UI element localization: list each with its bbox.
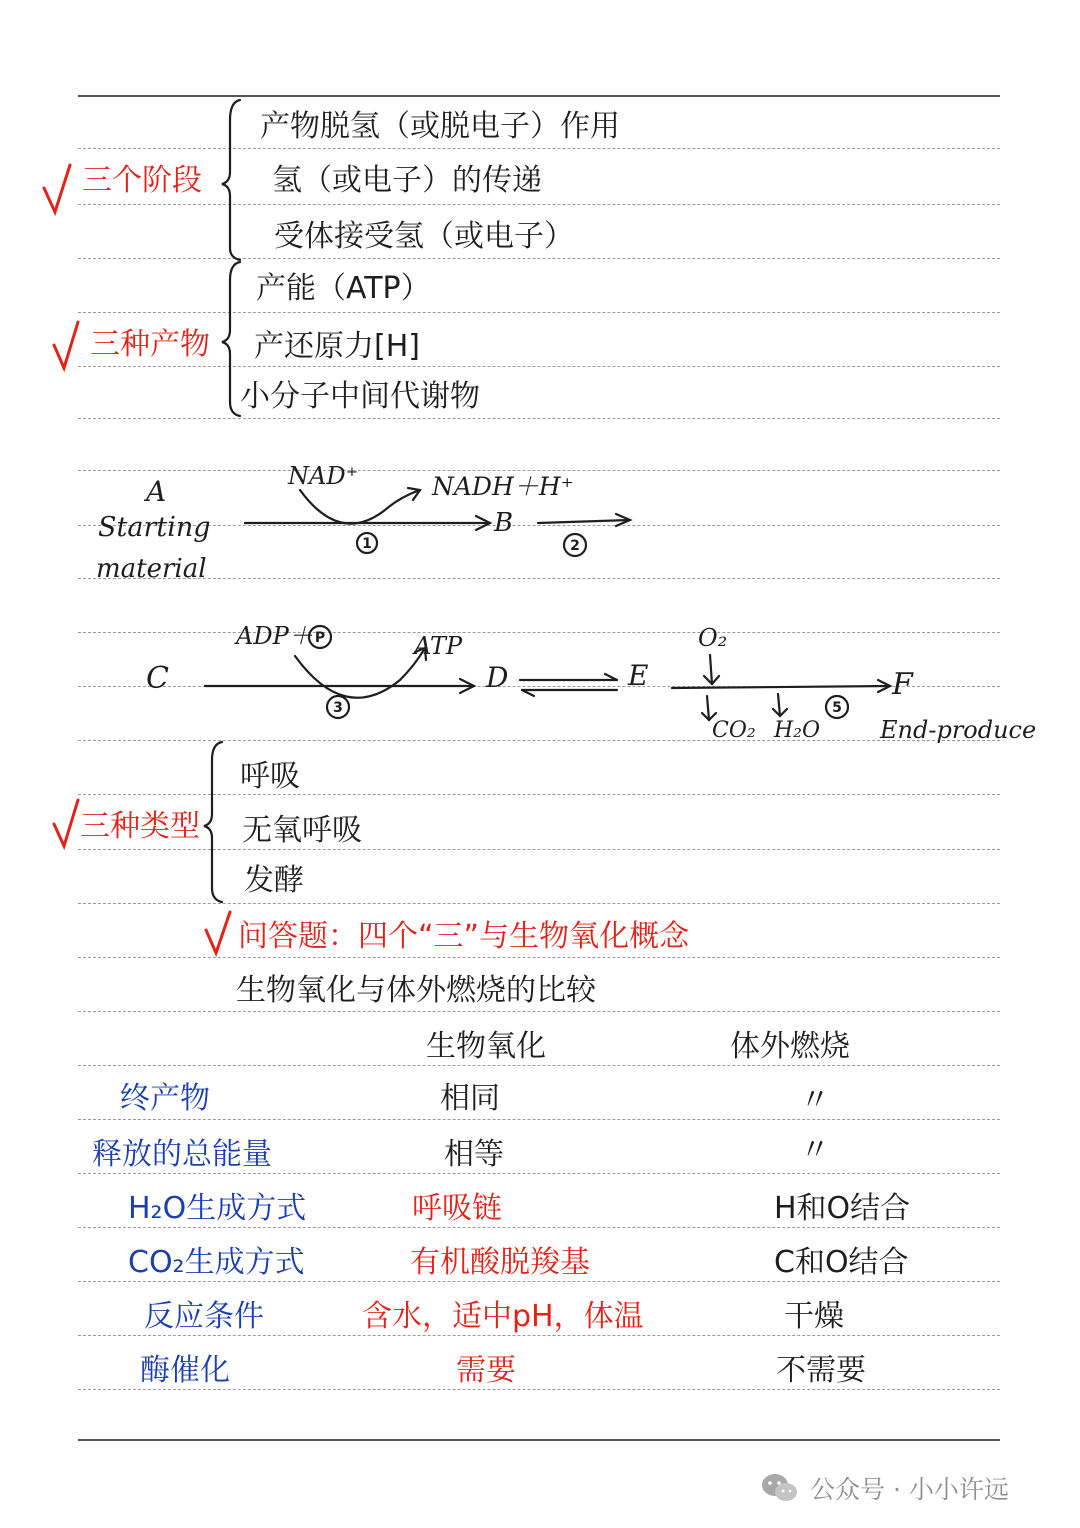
atp-label: ATP bbox=[414, 632, 463, 660]
checkmark-icon bbox=[54, 800, 78, 846]
node-e: E bbox=[628, 659, 649, 692]
phosphate-label: P bbox=[314, 630, 326, 646]
row-out-value: 〃 bbox=[800, 1133, 830, 1168]
node-f: F bbox=[892, 667, 913, 702]
row-label: 释放的总能量 bbox=[92, 1137, 272, 1172]
row-out-value: 〃 bbox=[800, 1083, 830, 1118]
step-number: 2 bbox=[570, 538, 580, 554]
checkmark-icon bbox=[206, 912, 230, 953]
product-item: 产还原力[H] bbox=[254, 329, 420, 364]
type-item: 发酵 bbox=[244, 863, 304, 898]
o2-label: O₂ bbox=[698, 624, 728, 652]
h2o-out-arrow bbox=[778, 694, 780, 716]
row-label: H₂O生成方式 bbox=[128, 1191, 307, 1226]
node-a: A bbox=[146, 475, 167, 508]
question-text: 问答题：四个“三”与生物氧化概念 bbox=[238, 919, 690, 954]
row-bio-value: 含水，适中pH，体温 bbox=[362, 1299, 644, 1334]
row-out-value: 不需要 bbox=[776, 1353, 866, 1388]
brace-icon bbox=[222, 100, 240, 260]
brace-icon bbox=[204, 742, 222, 902]
cofactor-curve bbox=[300, 490, 420, 524]
nadh-label: NADH＋H⁺ bbox=[432, 472, 574, 501]
stage-item: 氢（或电子）的传递 bbox=[272, 163, 542, 198]
row-out-value: H和O结合 bbox=[774, 1191, 911, 1226]
material-label: material bbox=[96, 554, 207, 584]
checkmark-icon bbox=[54, 322, 78, 368]
cofactor-curve bbox=[295, 648, 425, 698]
row-bio-value: 相同 bbox=[440, 1081, 500, 1116]
wechat-icon bbox=[760, 1471, 800, 1505]
oxygen-in-arrow bbox=[710, 655, 712, 684]
nad-label: NAD⁺ bbox=[288, 462, 359, 490]
reaction-arrow bbox=[672, 686, 890, 688]
row-label: 酶催化 bbox=[140, 1353, 230, 1388]
node-d: D bbox=[486, 661, 509, 694]
product-item: 产能（ATP） bbox=[256, 271, 431, 306]
stage-item: 受体接受氢（或电子） bbox=[274, 219, 574, 254]
h2o-label: H₂O bbox=[774, 718, 821, 743]
checkmark-icon bbox=[44, 165, 70, 212]
type-item: 呼吸 bbox=[240, 759, 300, 794]
row-bio-value: 有机酸脱羧基 bbox=[410, 1245, 590, 1280]
products-label: 三种产物 bbox=[90, 327, 210, 362]
row-label: 终产物 bbox=[120, 1081, 210, 1116]
node-c: C bbox=[146, 661, 169, 696]
stages-label: 三个阶段 bbox=[82, 163, 202, 198]
reaction-arrow bbox=[538, 520, 630, 523]
adp-label: ADP＋ bbox=[236, 622, 313, 650]
step-number: 1 bbox=[362, 536, 372, 552]
co2-out-arrow bbox=[707, 696, 709, 720]
product-item: 小分子中间代谢物 bbox=[240, 379, 480, 414]
brace-icon bbox=[222, 262, 240, 416]
step-number: 3 bbox=[333, 700, 343, 716]
row-out-value: C和O结合 bbox=[774, 1245, 909, 1280]
row-bio-value: 相等 bbox=[444, 1137, 504, 1172]
starting-label: Starting bbox=[98, 512, 211, 543]
type-item: 无氧呼吸 bbox=[242, 813, 362, 848]
row-bio-value: 需要 bbox=[456, 1353, 516, 1388]
row-label: 反应条件 bbox=[144, 1299, 264, 1334]
step-number: 5 bbox=[832, 700, 842, 716]
watermark bbox=[760, 1470, 1009, 1506]
compare-title: 生物氧化与体外燃烧的比较 bbox=[236, 973, 596, 1008]
types-label: 三种类型 bbox=[80, 809, 200, 844]
row-label: CO₂生成方式 bbox=[128, 1245, 305, 1280]
co2-label: CO₂ bbox=[712, 718, 756, 743]
row-out-value: 干燥 bbox=[784, 1299, 844, 1334]
watermark-text: 公众号 · 小小许远 bbox=[810, 1475, 1009, 1504]
end-produce-label: End-produce bbox=[880, 716, 1037, 744]
node-b: B bbox=[494, 508, 514, 538]
column-header-out: 体外燃烧 bbox=[730, 1029, 850, 1064]
column-header-bio: 生物氧化 bbox=[426, 1029, 546, 1064]
stage-item: 产物脱氢（或脱电子）作用 bbox=[260, 109, 620, 144]
row-bio-value: 呼吸链 bbox=[412, 1191, 502, 1226]
